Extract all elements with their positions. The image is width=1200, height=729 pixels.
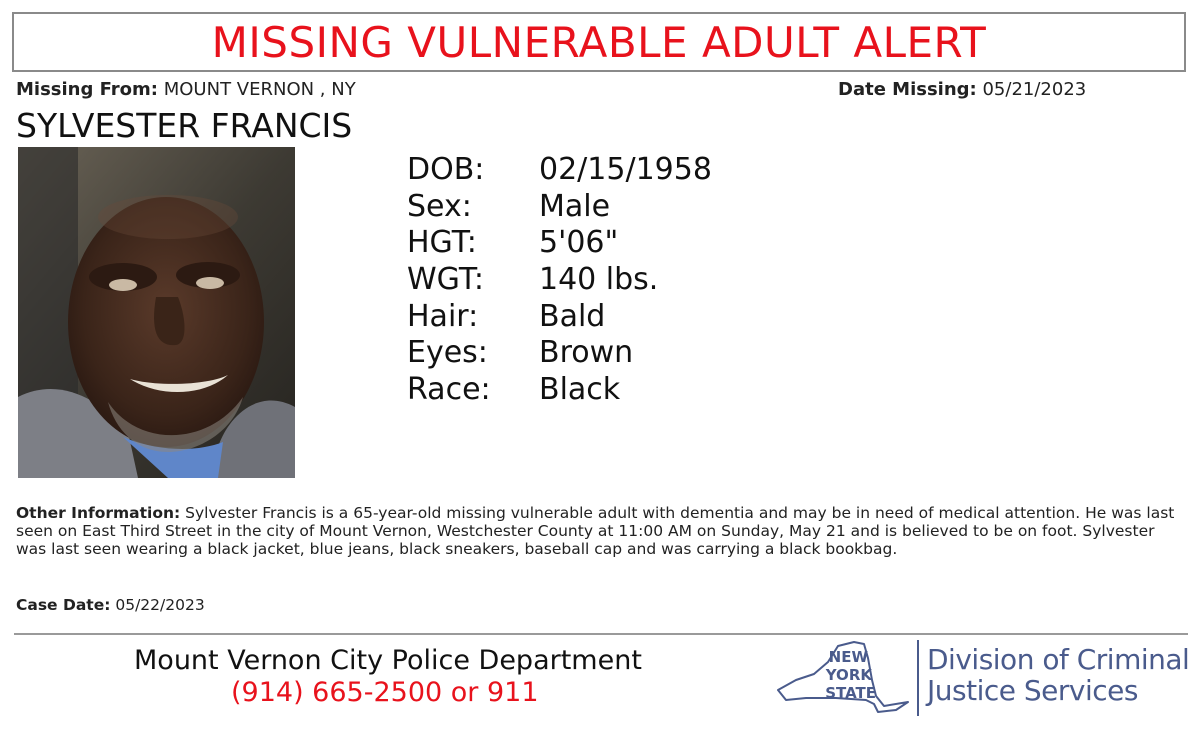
detail-label: Hair: [407,298,479,334]
new-york-state-map-icon [776,640,910,718]
missing-from [16,79,356,100]
date-missing [838,79,1086,100]
other-information-text: Sylvester Francis is a 65-year-old missing vulnerable adult with dementia and may be in need of medical attention. He was last seen on East Third Street in the city of Mount Vernon, Westchester County at 11:00 AM on Sunday, May 21 and is believed to be on foot. Sylvester was last seen wearing a black jacket, blue jeans, black sneakers, baseball cap and was carrying a black bookbag. [16,504,1175,558]
date-missing-value: 05/21/2023 [982,79,1087,100]
footer-divider [14,633,1188,635]
person-photo [18,147,295,478]
detail-value: 02/15/1958 [539,152,712,187]
detail-label: WGT: [407,262,484,298]
logo-state-line3: STATE [825,684,876,702]
detail-value: Black [539,372,621,408]
logo-state-line1: NEW [828,648,868,666]
missing-from-label: Missing From: [16,79,158,100]
missing-from-value: MOUNT VERNON , NY [163,79,356,100]
detail-label: Eyes: [407,335,488,371]
agency-name-line1: Division of Criminal [927,643,1190,676]
department-name: Mount Vernon City Police Department [134,645,642,676]
detail-value: Male [539,188,611,224]
other-information [16,504,1188,558]
contact-phone[interactable]: (914) 665-2500 or 911 [231,677,539,708]
detail-label: HGT: [407,225,477,261]
case-date-value: 05/22/2023 [115,596,205,614]
agency-name-line2: Justice Services [927,674,1138,707]
detail-label: DOB: [407,152,485,187]
date-missing-label: Date Missing: [838,79,977,100]
other-information-label: Other Information: [16,504,181,522]
alert-banner [12,12,1186,72]
person-name: SYLVESTER FRANCIS [16,106,353,145]
alert-title: MISSING VULNERABLE ADULT ALERT [211,17,987,67]
detail-value: 5'06" [539,225,619,261]
detail-value: 140 lbs. [539,262,659,298]
detail-label: Race: [407,372,491,408]
logo-divider [917,640,919,716]
case-date [16,596,205,614]
detail-value: Brown [539,335,634,371]
case-date-label: Case Date: [16,596,111,614]
logo-state-line2: YORK [825,666,872,684]
detail-value: Bald [539,298,606,334]
detail-label: Sex: [407,188,472,224]
